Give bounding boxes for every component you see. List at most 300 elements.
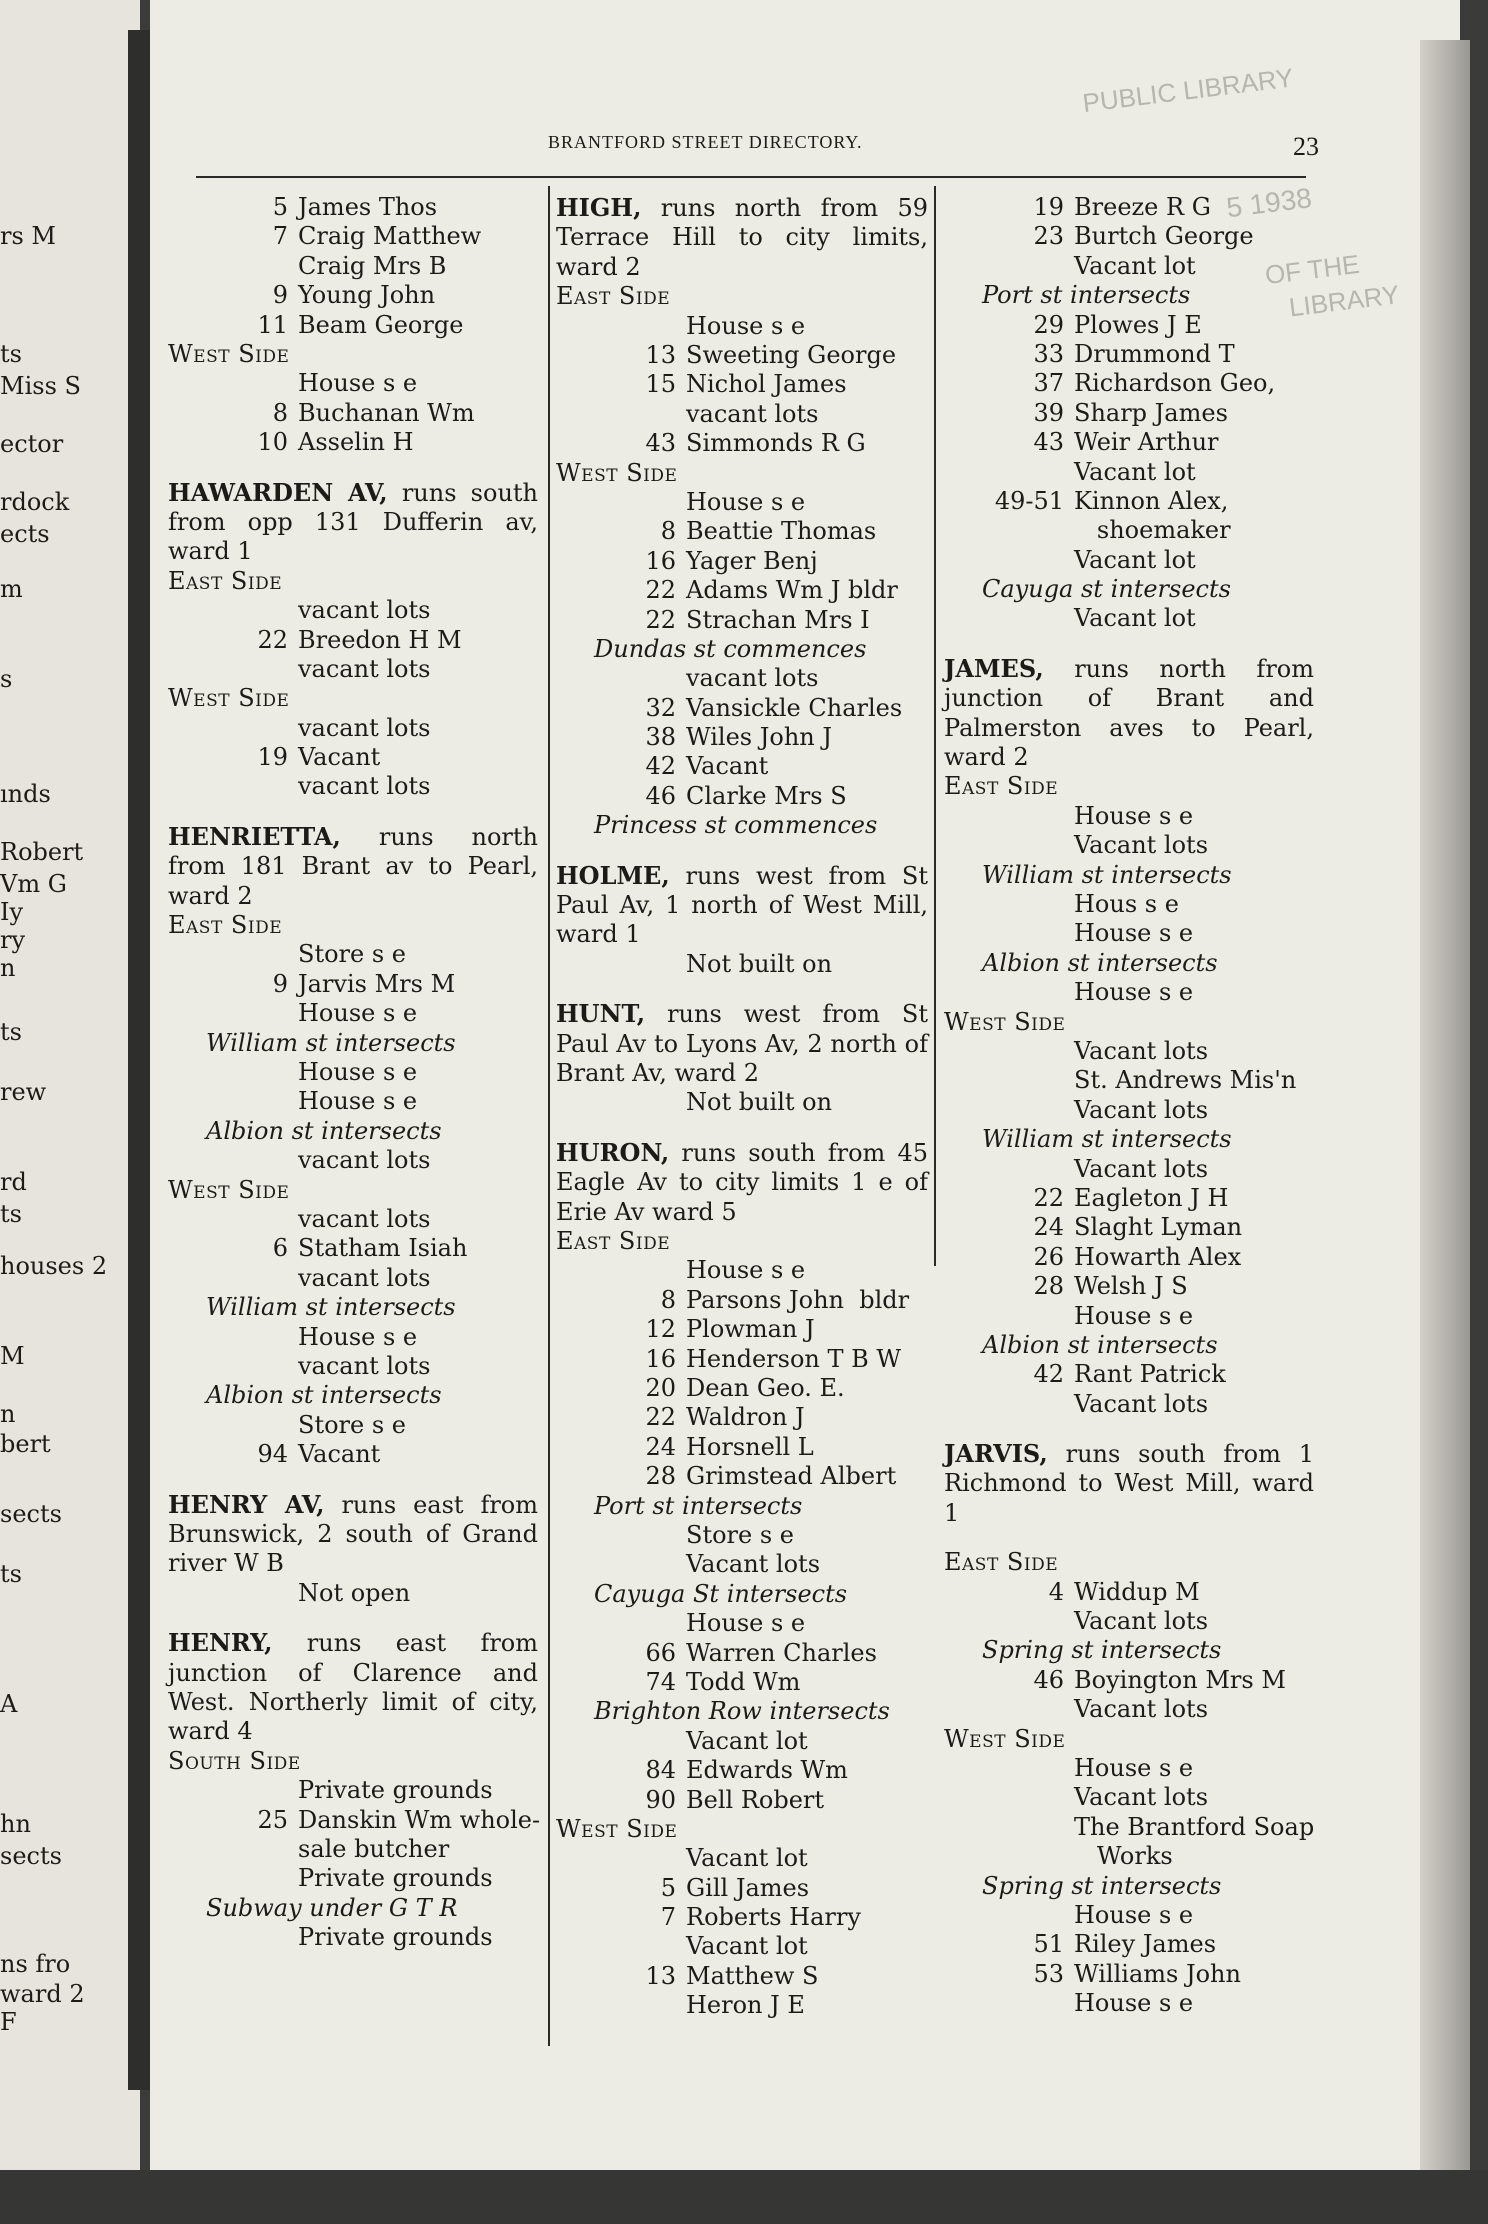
stamp-line: 5 1938 [1224, 182, 1314, 224]
directory-entry [556, 723, 928, 752]
spacer [944, 1528, 1314, 1548]
side-heading: East Side [168, 911, 283, 940]
occupant-name: Vacant lots [1074, 1389, 1209, 1418]
left-page-fragment: M [0, 1342, 25, 1370]
occupant-name: Jarvis Mrs M [298, 969, 456, 998]
house-number: 42 [1033, 1360, 1064, 1389]
occupant-name: Vacant lots [1074, 1783, 1209, 1812]
occupant-name: Store s e [298, 1410, 406, 1439]
street-heading [556, 861, 928, 950]
directory-entry [944, 1184, 1314, 1213]
street-name: HENRY AV, [168, 1489, 325, 1519]
house-number: 22 [645, 1403, 676, 1432]
directory-entry [944, 1213, 1314, 1242]
occupant-name: House s e [298, 999, 418, 1028]
left-page-fragment: ector [0, 430, 64, 458]
directory-entry [556, 1756, 928, 1785]
spacer [168, 802, 538, 822]
left-page-fragment: ınds [0, 780, 51, 808]
occupant-name: Vacant lots [1074, 831, 1209, 860]
side-heading: East Side [944, 1548, 1059, 1577]
occupant-name: Warren Charles [686, 1638, 877, 1667]
intersection-note: Subway under G T R [206, 1893, 458, 1922]
occupant-name: Hous s e [1074, 890, 1179, 919]
occupant-name: Todd Wm [686, 1667, 801, 1696]
occupant-name: Eagleton J H [1074, 1183, 1229, 1212]
house-number: 32 [645, 693, 676, 722]
occupant-name: House s e [1074, 978, 1194, 1007]
directory-entry [944, 831, 1314, 860]
left-page-fragment: ts [0, 1200, 22, 1228]
directory-entry [944, 311, 1314, 340]
intersection-note: William st intersects [206, 1028, 456, 1057]
left-page-fragment: F [0, 2008, 17, 2036]
occupant-name: House s e [1074, 919, 1194, 948]
directory-entry [556, 1668, 928, 1697]
occupant-name: House s e [686, 487, 806, 516]
directory-entry [556, 576, 928, 605]
occupant-name: Edwards Wm [686, 1756, 848, 1785]
occupant-name: Horsnell L [686, 1432, 814, 1461]
house-number: 38 [645, 723, 676, 752]
occupant-name: Not built on [686, 1088, 833, 1117]
street-description: runs south from 45 Eagle Av to city limits 1 e of Erie Av ward 5 [556, 1138, 928, 1226]
street-name: HENRY, [168, 1628, 273, 1658]
occupant-name: Vacant lot [1074, 251, 1196, 280]
directory-entry [944, 252, 1314, 281]
street-heading [556, 999, 928, 1088]
house-number: 46 [1033, 1665, 1064, 1694]
house-number: 26 [1033, 1242, 1064, 1271]
directory-entry [556, 547, 928, 576]
occupant-name: Richardson Geo, [1074, 369, 1276, 398]
occupant-name: St. Andrews Mis'n [1074, 1066, 1297, 1095]
occupant-name: Vacant lot [1074, 545, 1196, 574]
directory-entry [168, 1776, 538, 1805]
house-number: 24 [1033, 1213, 1064, 1242]
directory-entry [556, 1521, 928, 1550]
directory-entry [168, 999, 538, 1028]
directory-entry [556, 1345, 928, 1374]
intersection-note: Port st intersects [982, 281, 1191, 310]
occupant-name: vacant lots [298, 596, 431, 625]
intersection-note: Albion st intersects [206, 1116, 442, 1145]
directory-entry [168, 1579, 538, 1608]
directory-column-2 [556, 193, 928, 2021]
intersection-note: Albion st intersects [982, 1330, 1218, 1359]
directory-entry [168, 772, 538, 801]
occupant-name: Private grounds [298, 1923, 493, 1952]
directory-entry [556, 488, 928, 517]
directory-entry [944, 1155, 1314, 1184]
directory-entry [944, 222, 1314, 251]
occupant-name: Henderson T B W [686, 1344, 902, 1373]
left-page-fragment: rew [0, 1078, 47, 1106]
directory-entry [556, 1991, 928, 2020]
directory-entry [556, 400, 928, 429]
directory-entry [168, 369, 538, 398]
left-page-fragment: ts [0, 1560, 22, 1588]
directory-entry [556, 1639, 928, 1668]
occupant-name: Sharp James [1074, 398, 1228, 427]
directory-entry [556, 1403, 928, 1432]
occupant-name: Yager Benj [686, 546, 818, 575]
left-page-fragment: ects [0, 520, 50, 548]
house-number: 94 [257, 1440, 288, 1469]
intersection-note: Dundas st commences [594, 634, 867, 663]
directory-entry [556, 606, 928, 635]
intersection-note: Cayuga st intersects [982, 575, 1231, 604]
intersection-note: Albion st intersects [982, 948, 1218, 977]
spacer [944, 1419, 1314, 1439]
occupant-name: Nichol James [686, 370, 847, 399]
directory-entry [168, 1205, 538, 1234]
directory-entry [944, 193, 1314, 222]
house-number: 7 [660, 1903, 676, 1932]
directory-entry [168, 1864, 538, 1893]
side-heading: West Side [556, 458, 678, 487]
house-number: 5 [660, 1873, 676, 1902]
house-number: 66 [645, 1638, 676, 1667]
side-heading: West Side [168, 339, 290, 368]
street-heading [168, 822, 538, 911]
occupant-name: Heron J E [686, 1991, 805, 2020]
occupant-name: Plowes J E [1074, 310, 1202, 339]
directory-entry [944, 919, 1314, 948]
occupant-name: Asselin H [298, 428, 414, 457]
directory-entry [944, 1754, 1314, 1783]
side-heading: West Side [168, 1175, 290, 1204]
occupant-name: Widdup M [1074, 1577, 1200, 1606]
occupant-name: Grimstead Albert [686, 1462, 897, 1491]
directory-entry [944, 1578, 1314, 1607]
spacer [556, 841, 928, 861]
street-name: HIGH, [556, 193, 642, 222]
directory-entry [168, 193, 538, 222]
occupant-name: Simmonds R G [686, 429, 866, 458]
occupant-name: Vacant [686, 752, 769, 781]
occupant-name: Burtch George [1074, 222, 1254, 251]
directory-entry [556, 429, 928, 458]
street-name: HUNT, [556, 999, 646, 1029]
occupant-name: Private grounds [298, 1864, 493, 1893]
directory-entry [168, 1805, 541, 1835]
intersection-note: William st intersects [982, 860, 1232, 889]
left-page-fragment: Vm G [0, 870, 67, 898]
house-number: 9 [272, 969, 288, 998]
street-name: JARVIS, [944, 1439, 1048, 1469]
intersection-note: William st intersects [982, 1125, 1232, 1154]
occupant-name: House s e [298, 1322, 418, 1351]
street-name: HOLME, [556, 860, 670, 890]
street-name: HURON, [556, 1137, 670, 1167]
directory-entry [168, 1087, 538, 1116]
directory-entry [944, 890, 1314, 919]
street-heading [944, 654, 1314, 773]
side-heading: East Side [168, 566, 283, 595]
directory-entry [556, 752, 928, 781]
occupant-name: Private grounds [298, 1776, 493, 1805]
intersection-note: Spring st intersects [982, 1636, 1222, 1665]
side-heading: East Side [556, 1227, 671, 1256]
occupant-name: vacant lots [298, 772, 431, 801]
street-description: runs north from 59 Terrace Hill to city limits, ward 2 [556, 194, 928, 281]
occupant-name: Vacant lots [1074, 1695, 1209, 1724]
house-number: 22 [257, 625, 288, 654]
directory-entry [556, 312, 928, 341]
directory-entry [944, 1243, 1314, 1272]
house-number: 5 [272, 193, 288, 221]
directory-entry [168, 1146, 538, 1175]
street-heading [168, 1628, 538, 1747]
occupant-name: vacant lots [298, 1351, 431, 1380]
occupant-name: Works [1074, 1842, 1173, 1871]
occupant-name: Vacant lots [1074, 1154, 1209, 1183]
left-page-fragment: rd [0, 1168, 27, 1196]
directory-entry [168, 1835, 538, 1864]
directory-entry [168, 311, 538, 340]
directory-entry [944, 1901, 1314, 1930]
house-number: 4 [1048, 1577, 1064, 1606]
occupant-name: Vansickle Charles [686, 693, 903, 722]
side-heading: West Side [556, 1814, 678, 1843]
house-number: 90 [645, 1785, 676, 1814]
occupant-name: House s e [1074, 1900, 1194, 1929]
left-page-fragment: bert [0, 1430, 51, 1458]
directory-entry [168, 1440, 538, 1469]
directory-column-3 [944, 193, 1314, 2019]
directory-entry [944, 978, 1314, 1007]
occupant-name: Slaght Lyman [1074, 1213, 1243, 1242]
directory-entry [944, 1930, 1314, 1959]
stamp-line: LIBRARY [1287, 279, 1402, 323]
house-number: 29 [1033, 310, 1064, 339]
directory-entry [168, 626, 538, 655]
directory-entry [556, 1609, 928, 1638]
street-description: runs east from Brunswick, 2 south of Grand river W B [168, 1490, 539, 1578]
directory-entry [556, 1932, 928, 1961]
side-heading: South Side [168, 1746, 301, 1775]
house-number: 84 [645, 1756, 676, 1785]
occupant-name: vacant lots [686, 399, 819, 428]
left-page-fragment: sects [0, 1500, 62, 1528]
directory-entry [168, 252, 538, 281]
directory-entry [168, 428, 538, 457]
directory-entry [556, 1088, 928, 1117]
occupant-name: Breeze R G [1074, 193, 1211, 221]
left-page-fragment: rs M [0, 222, 56, 250]
intersection-note: Cayuga St intersects [594, 1579, 848, 1608]
occupant-name: Vacant lot [1074, 604, 1196, 633]
occupant-name: Vacant lot [1074, 457, 1196, 486]
street-heading [168, 478, 538, 567]
street-description: runs west from St Paul Av, 1 north of West Mill, ward 1 [556, 861, 928, 949]
occupant-name: Store s e [298, 940, 406, 969]
house-number: 53 [1033, 1959, 1064, 1988]
directory-entry [556, 1903, 928, 1932]
occupant-name: House s e [686, 1609, 806, 1638]
directory-entry [944, 1272, 1314, 1301]
left-page-fragment: hn [0, 1810, 31, 1838]
occupant-name: Gill James [686, 1873, 810, 1902]
directory-entry [944, 1783, 1314, 1812]
house-number: 74 [645, 1667, 676, 1696]
directory-entry [556, 1727, 928, 1756]
occupant-name: vacant lots [298, 713, 431, 742]
directory-column-1 [168, 193, 541, 1952]
occupant-name: Boyington Mrs M [1074, 1665, 1286, 1694]
directory-entry [944, 1066, 1314, 1095]
directory-entry [556, 1786, 928, 1815]
occupant-name: Williams John [1074, 1959, 1241, 1988]
directory-entry [168, 940, 538, 969]
occupant-name: Clarke Mrs S [686, 781, 847, 810]
directory-entry [556, 1874, 928, 1903]
directory-entry [168, 655, 538, 684]
directory-entry [556, 1256, 928, 1285]
house-number: 20 [645, 1374, 676, 1403]
occupant-name: vacant lots [298, 1263, 431, 1292]
house-number: 11 [257, 310, 288, 339]
directory-entry [168, 1323, 538, 1352]
left-page-fragment: ry [0, 926, 26, 954]
occupant-name: Danskin Wm whole- [298, 1805, 541, 1834]
house-number: 8 [272, 398, 288, 427]
occupant-name: Matthew S [686, 1961, 819, 1990]
occupant-name: Plowman J [686, 1315, 815, 1344]
side-heading: West Side [944, 1007, 1066, 1036]
directory-entry [944, 1360, 1314, 1389]
directory-entry [944, 369, 1314, 398]
column-divider-1 [548, 186, 550, 2046]
occupant-name: Statham Isiah [298, 1234, 468, 1263]
directory-entry [168, 281, 538, 310]
directory-entry [168, 1411, 538, 1440]
house-number: 13 [645, 1961, 676, 1990]
occupant-name: Strachan Mrs I [686, 605, 870, 634]
street-name: JAMES, [944, 653, 1044, 683]
directory-entry [944, 458, 1314, 487]
directory-entry [944, 1096, 1314, 1125]
left-page-fragment: sects [0, 1842, 62, 1870]
occupant-name: Craig Mrs B [298, 251, 447, 280]
occupant-name: Riley James [1074, 1930, 1217, 1959]
left-page-fragment: houses 2 [0, 1252, 108, 1280]
occupant-name: Beattie Thomas [686, 517, 877, 546]
occupant-name: Vacant [298, 743, 381, 772]
occupant-name: sale butcher [298, 1834, 450, 1863]
left-page-fragment: rdock [0, 488, 70, 516]
directory-entry [168, 743, 538, 772]
directory-entry [944, 340, 1314, 369]
directory-entry [944, 802, 1314, 831]
directory-entry [944, 546, 1314, 575]
street-name: HAWARDEN AV, [168, 477, 388, 507]
directory-entry [944, 1989, 1314, 2018]
side-heading: West Side [168, 684, 290, 713]
house-number: 19 [257, 743, 288, 772]
directory-entry [556, 1433, 928, 1462]
occupant-name: vacant lots [298, 1146, 431, 1175]
occupant-name: House s e [1074, 1754, 1194, 1783]
house-number: 46 [645, 781, 676, 810]
directory-entry [944, 1037, 1314, 1066]
occupant-name: Not built on [686, 949, 833, 978]
directory-entry [556, 1315, 928, 1344]
house-number: 25 [257, 1805, 288, 1834]
directory-entry [556, 370, 928, 399]
directory-entry [944, 1666, 1314, 1695]
occupant-name: Wiles John J [686, 723, 832, 752]
street-name: HENRIETTA, [168, 821, 341, 851]
spacer [168, 458, 538, 478]
house-number: 49-51 [994, 486, 1064, 515]
house-number: 8 [660, 517, 676, 546]
occupant-name: Vacant [298, 1440, 381, 1469]
directory-entry [556, 782, 928, 811]
house-number: 23 [1033, 222, 1064, 251]
house-number: 39 [1033, 398, 1064, 427]
directory-entry [944, 1390, 1314, 1419]
left-page-fragment: m [0, 575, 23, 603]
house-number: 22 [645, 576, 676, 605]
house-number: 43 [1033, 428, 1064, 457]
occupant-name: House s e [686, 311, 806, 340]
directory-entry [168, 222, 538, 251]
directory-entry [556, 517, 928, 546]
house-number: 37 [1033, 369, 1064, 398]
occupant-name: Roberts Harry [686, 1903, 861, 1932]
occupant-name: House s e [1074, 1301, 1194, 1330]
left-page-fragment: ns fro [0, 1950, 71, 1978]
occupant-name: Howarth Alex [1074, 1242, 1242, 1271]
directory-entry [556, 1550, 928, 1579]
street-heading [944, 1439, 1314, 1528]
occupant-name: vacant lots [298, 1204, 431, 1233]
spacer [168, 1608, 538, 1628]
occupant-name: vacant lots [298, 654, 431, 683]
house-number: 16 [645, 546, 676, 575]
occupant-name: Waldron J [686, 1403, 805, 1432]
occupant-name: Welsh J S [1074, 1272, 1188, 1301]
directory-entry [556, 1462, 928, 1491]
left-page-fragment: ts [0, 340, 22, 368]
occupant-name: House s e [298, 369, 418, 398]
occupant-name: shoemaker [1074, 516, 1231, 545]
occupant-name: Weir Arthur [1074, 428, 1219, 457]
street-heading [556, 193, 928, 282]
directory-entry [556, 1962, 928, 1991]
occupant-name: Adams Wm J bldr [686, 576, 898, 605]
street-description: runs west from St Paul Av to Lyons Av, 2 north of Brant Av, ward 2 [556, 1000, 928, 1088]
directory-entry [168, 1264, 538, 1293]
occupant-name: James Thos [298, 193, 438, 221]
directory-entry [556, 341, 928, 370]
occupant-name: Drummond T [1074, 339, 1235, 368]
occupant-name: House s e [1074, 1989, 1194, 2018]
house-number: 8 [660, 1285, 676, 1314]
occupant-name: House s e [686, 1256, 806, 1285]
house-number: 9 [272, 281, 288, 310]
directory-entry [944, 1302, 1314, 1331]
left-page-fragment: n [0, 954, 16, 982]
house-number: 33 [1033, 339, 1064, 368]
spacer [556, 1118, 928, 1138]
side-heading: West Side [944, 1724, 1066, 1753]
occupant-name: Vacant lots [686, 1550, 821, 1579]
occupant-name: Buchanan Wm [298, 398, 475, 427]
directory-entry [168, 596, 538, 625]
